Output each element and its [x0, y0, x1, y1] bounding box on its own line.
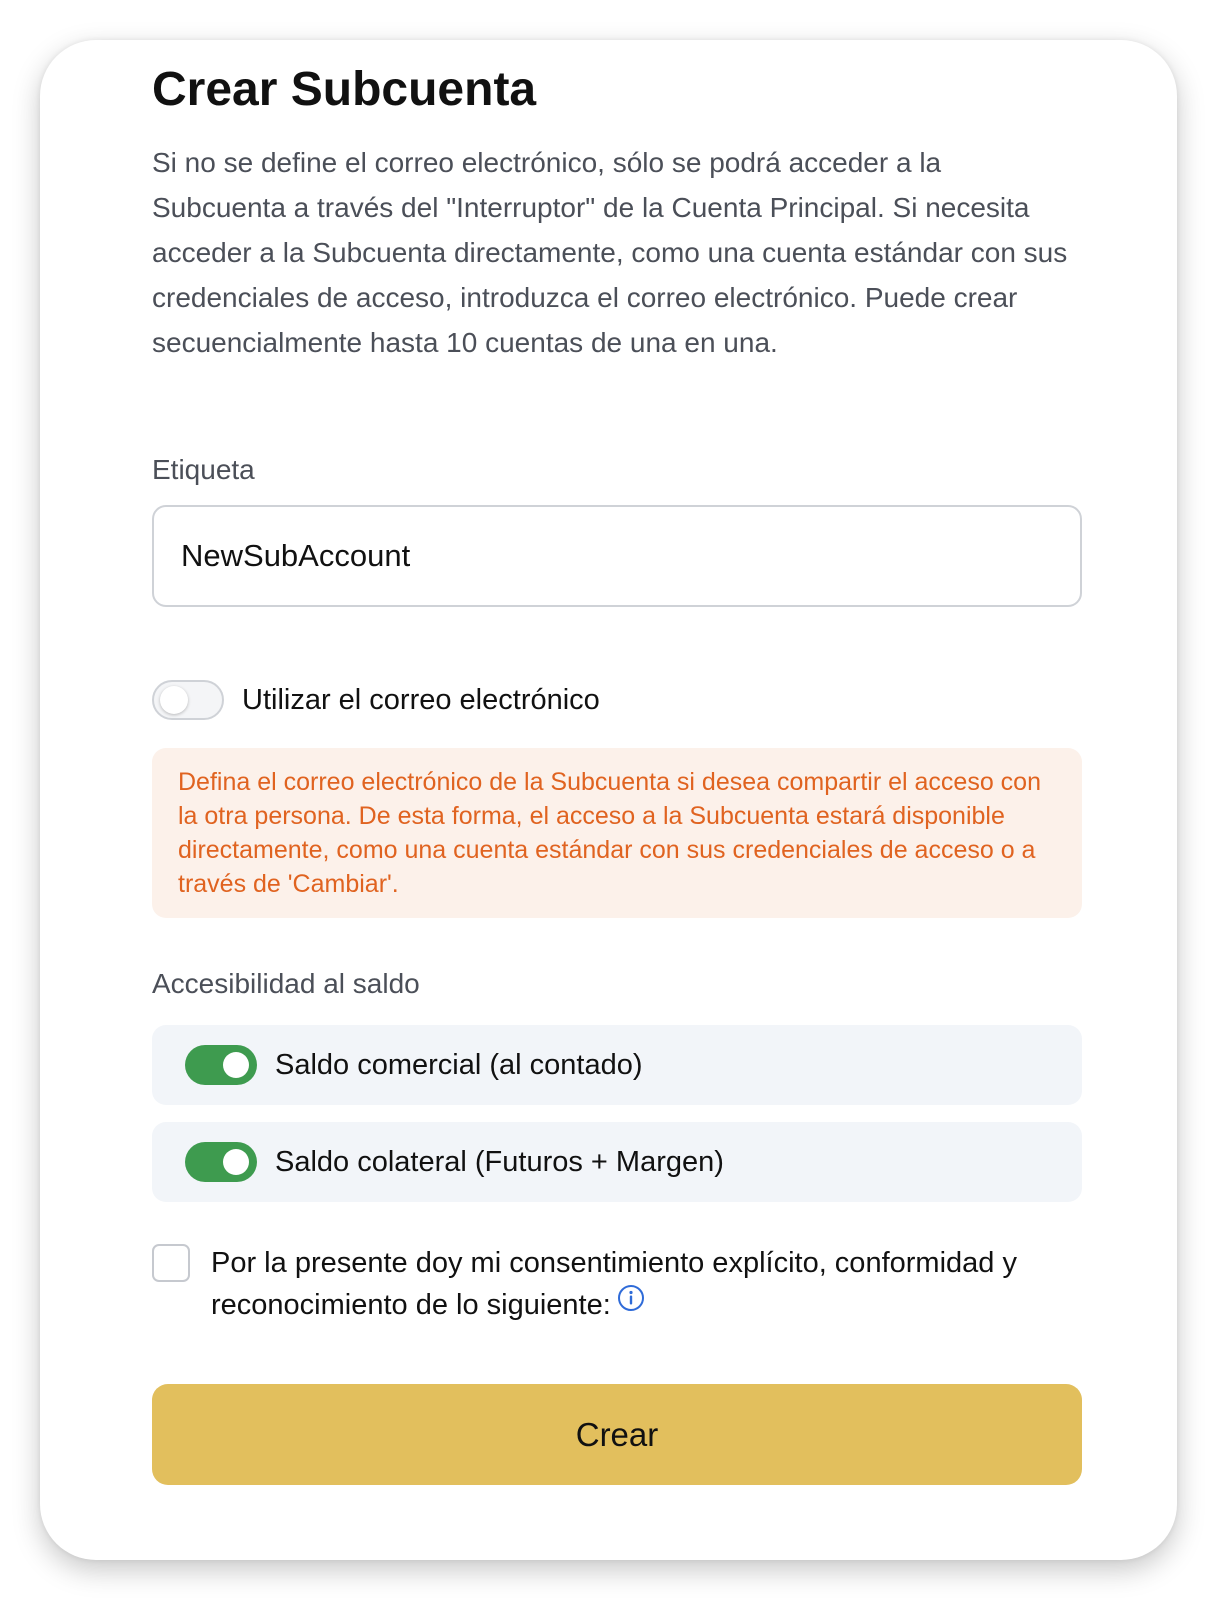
consent-checkbox[interactable] [152, 1244, 190, 1282]
label-field-label: Etiqueta [152, 454, 255, 485]
create-button[interactable]: Crear [152, 1384, 1082, 1485]
toggle-knob [223, 1149, 249, 1175]
page-description: Si no se define el correo electrónico, sólo se podrá acceder a la Subcuenta a través del "Interruptor" de la Cuenta Principal. Si necesita acceder a la Subcuenta directamente, como una cuenta estándar con sus credenciales de acceso, introduzca el correo electrónico. Puede crear secuencialmente hasta 10 cuentas de una en una. [152, 147, 1068, 358]
email-toggle-row [152, 678, 600, 722]
consent-row [152, 1242, 1082, 1327]
balance-access-title: Accesibilidad al saldo [152, 968, 420, 999]
spot-balance-label: Saldo comercial (al contado) [275, 1048, 643, 1081]
collateral-balance-label: Saldo colateral (Futuros + Margen) [275, 1145, 724, 1178]
consent-text-block [211, 1242, 1082, 1327]
page-title: Crear Subcuenta [152, 63, 537, 116]
collateral-balance-toggle[interactable] [185, 1142, 257, 1182]
email-toggle-switch[interactable] [152, 680, 224, 720]
create-subaccount-dialog [40, 40, 1177, 1560]
toggle-knob [223, 1052, 249, 1078]
balance-row-collateral [152, 1122, 1082, 1202]
toggle-knob [160, 686, 188, 714]
email-warning-notice: Defina el correo electrónico de la Subcuenta si desea compartir el acceso con la otra persona. De esta forma, el acceso a la Subcuenta estará disponible directamente, como una cuenta estándar con sus credenciales de acceso o a través de 'Cambiar'. [152, 748, 1082, 918]
balance-row-spot [152, 1025, 1082, 1105]
label-input[interactable] [152, 505, 1082, 607]
info-icon[interactable] [617, 1282, 645, 1324]
email-toggle-label: Utilizar el correo electrónico [242, 683, 600, 716]
consent-label: Por la presente doy mi consentimiento explícito, conformidad y reconocimiento de lo siguiente: [211, 1247, 1017, 1321]
spot-balance-toggle[interactable] [185, 1045, 257, 1085]
